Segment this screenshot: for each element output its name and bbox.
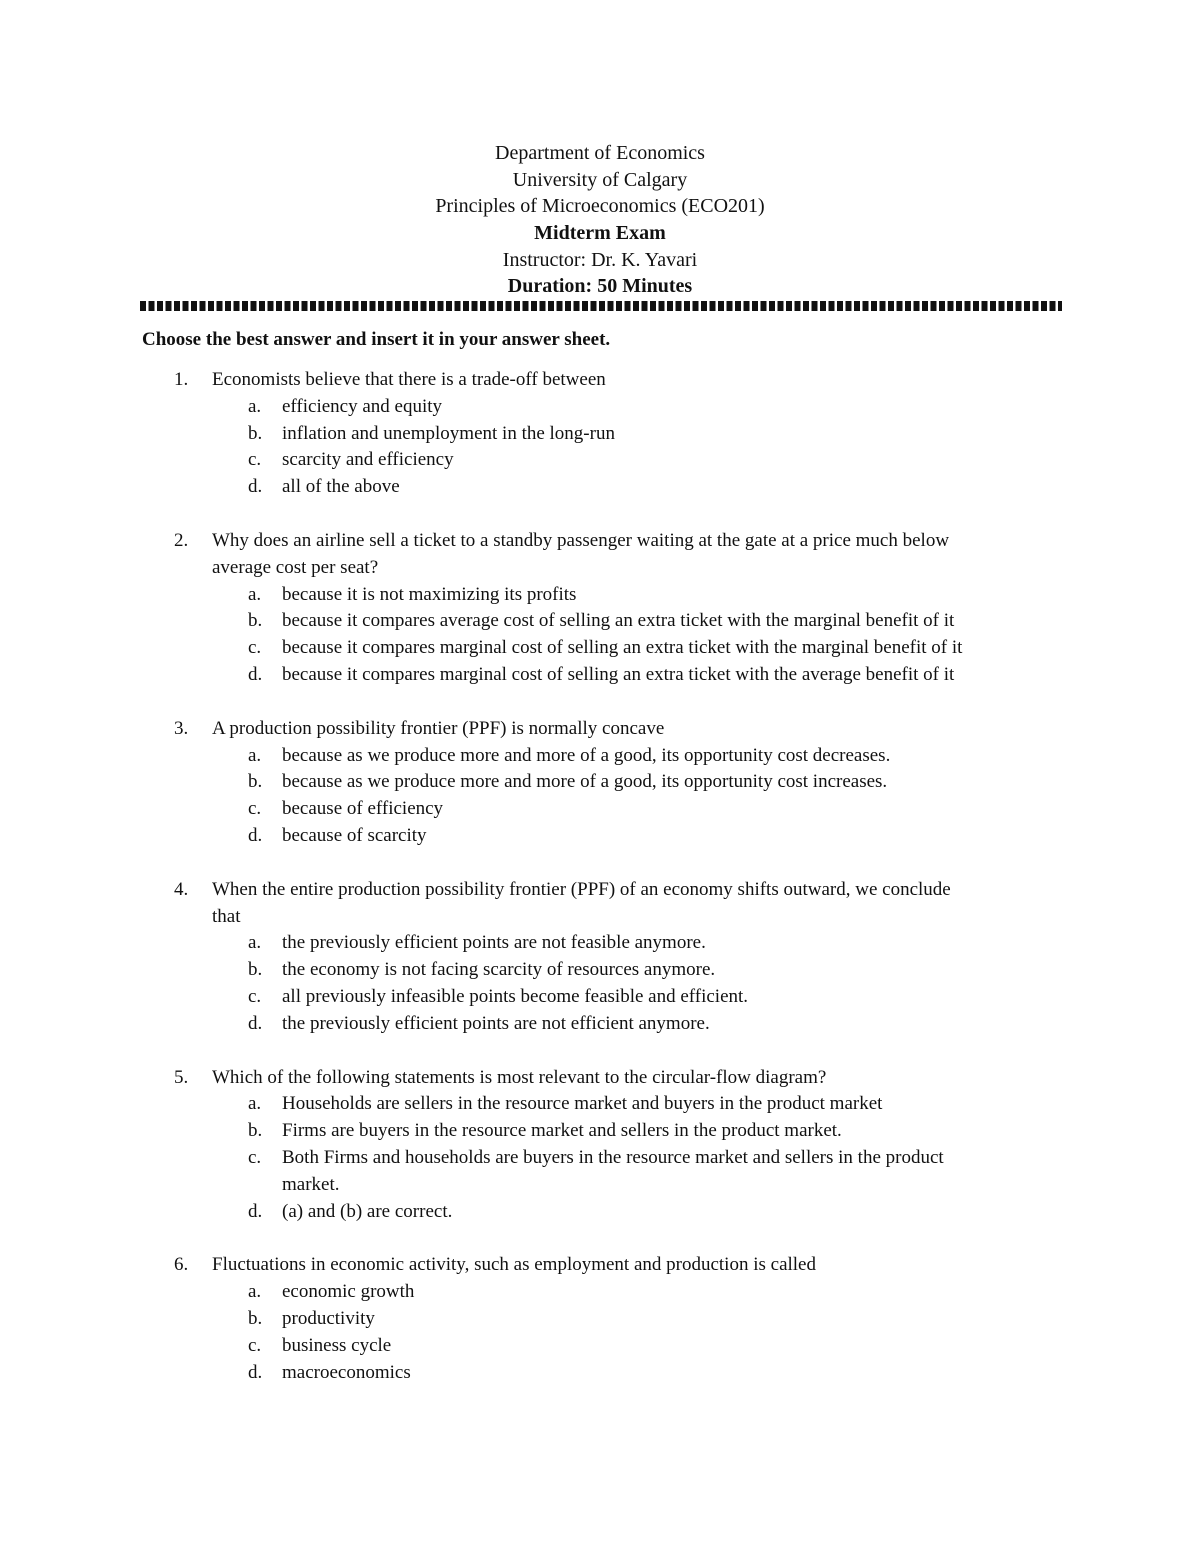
option-text: all previously infeasible points become feasible and efficient. [282,985,749,1007]
option-text: because of scarcity [282,824,427,846]
question-text: A production possibility frontier (PPF) is normally concave [212,717,665,739]
question-3 [0,716,1200,850]
option-letter: b. [248,1307,263,1329]
duration-line: Duration: 50 Minutes [507,275,693,298]
answer-option [0,1172,1200,1199]
question-text: Economists believe that there is a trade-off between [212,369,606,390]
option-letter: d. [248,1200,263,1222]
option-text: economic growth [282,1281,415,1303]
option-letter: d. [248,1012,263,1034]
question-4 [0,877,1200,1038]
option-text: because as we produce more and more of a good, its opportunity cost decreases. [282,744,891,766]
exam-header [0,140,1200,300]
question-number: 1. [174,369,189,390]
question-line [0,367,1200,394]
option-letter: c. [248,449,262,471]
answer-option [0,984,1200,1011]
answer-option [0,421,1200,448]
answer-option [0,582,1200,609]
answer-option [0,394,1200,421]
answer-option [0,769,1200,796]
question-number: 5. [174,1066,189,1088]
option-letter: c. [248,985,262,1007]
answer-option [0,1145,1200,1172]
course-line: Principles of Microeconomics (ECO201) [435,195,765,218]
answer-option [0,796,1200,823]
option-letter: c. [248,1334,262,1356]
university-line: University of Calgary [512,168,688,191]
option-letter: a. [248,932,262,954]
option-letter: b. [248,771,263,793]
question-number: 6. [174,1254,189,1276]
option-letter: c. [248,637,262,659]
exam-title: Midterm Exam [534,222,666,245]
answer-option [0,743,1200,770]
question-line [0,555,1200,582]
answer-option [0,1279,1200,1306]
option-text: because it compares marginal cost of selling an extra ticket with the marginal benefit of it [282,637,963,659]
dotted-separator [140,301,1062,311]
answer-option [0,1091,1200,1118]
answer-option [0,447,1200,474]
question-line [0,1065,1200,1092]
option-text: the previously efficient points are not feasible anymore. [282,932,706,954]
option-letter: a. [248,395,262,417]
option-text: because as we produce more and more of a good, its opportunity cost increases. [282,771,888,793]
instructor-line: Instructor: Dr. K. Yavari [502,248,698,271]
question-line [0,877,1200,904]
instruction-text: Choose the best answer and insert it in your answer sheet. [142,329,611,350]
option-text: the economy is not facing scarcity of resources anymore. [282,959,716,981]
question-list [0,367,1200,1413]
answer-option [0,635,1200,662]
option-text: because it is not maximizing its profits [282,583,577,605]
option-letter: a. [248,1281,262,1303]
option-text: the previously efficient points are not efficient anymore. [282,1012,710,1034]
option-letter: d. [248,476,263,498]
option-text: efficiency and equity [282,395,443,417]
option-letter: b. [248,959,263,981]
option-text: inflation and unemployment in the long-run [282,422,615,444]
question-6 [0,1252,1200,1386]
question-line [0,716,1200,743]
question-text: that [212,905,241,927]
answer-option [0,823,1200,850]
option-text: productivity [282,1307,375,1329]
answer-option [0,608,1200,635]
option-text: Both Firms and households are buyers in the resource market and sellers in the product [282,1146,944,1168]
option-letter: d. [248,824,263,846]
option-text: all of the above [282,476,400,498]
answer-option [0,1306,1200,1333]
option-text: Firms are buyers in the resource market and sellers in the product market. [282,1120,842,1142]
option-letter: a. [248,744,262,766]
option-text: Households are sellers in the resource market and buyers in the product market [282,1093,883,1115]
option-letter: c. [248,1146,262,1168]
question-text: Which of the following statements is most relevant to the circular-flow diagram? [212,1066,827,1088]
option-text: (a) and (b) are correct. [282,1200,453,1222]
question-text: average cost per seat? [212,556,379,578]
option-text: business cycle [282,1334,392,1356]
option-text: macroeconomics [282,1361,411,1383]
question-2 [0,528,1200,689]
question-number: 4. [174,878,189,900]
answer-option [0,474,1200,501]
answer-option [0,662,1200,689]
answer-option [0,930,1200,957]
question-5 [0,1065,1200,1226]
answer-option [0,1011,1200,1038]
question-line [0,904,1200,931]
option-text: scarcity and efficiency [282,449,454,471]
option-letter: d. [248,1361,263,1383]
option-text: market. [282,1173,340,1195]
option-letter: b. [248,610,263,632]
option-letter: d. [248,663,263,685]
option-letter: b. [248,1120,263,1142]
question-text: Fluctuations in economic activity, such as employment and production is called [212,1254,816,1276]
option-letter: a. [248,583,262,605]
answer-option [0,957,1200,984]
question-text: Why does an airline sell a ticket to a standby passenger waiting at the gate at a price much below [212,529,950,551]
option-text: because it compares marginal cost of selling an extra ticket with the average benefit of it [282,663,955,685]
answer-option [0,1333,1200,1360]
answer-option [0,1199,1200,1226]
question-line [0,528,1200,555]
answer-option [0,1360,1200,1387]
department-line: Department of Economics [495,142,705,164]
question-number: 3. [174,717,189,739]
option-letter: b. [248,422,263,444]
option-letter: c. [248,798,262,820]
question-text: When the entire production possibility frontier (PPF) of an economy shifts outward, we conclude [212,878,951,900]
question-number: 2. [174,529,189,551]
option-letter: a. [248,1093,262,1115]
question-line [0,1252,1200,1279]
question-1 [0,367,1200,501]
option-text: because it compares average cost of selling an extra ticket with the marginal benefit of it [282,610,955,632]
option-text: because of efficiency [282,798,444,820]
answer-option [0,1118,1200,1145]
